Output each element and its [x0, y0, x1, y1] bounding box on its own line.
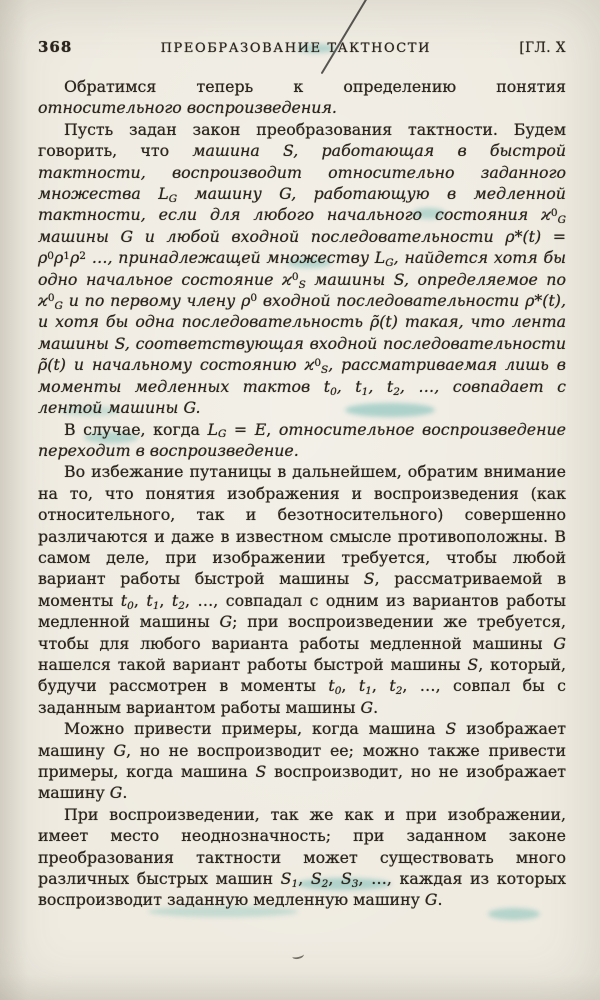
- text-run: G: [360, 697, 374, 717]
- text-run: машину G, работающую в медленной тактности, если для любого начального состояния ϰ: [38, 184, 566, 225]
- text-run: машины S, определяемое по ϰ: [38, 269, 566, 311]
- text-run: G: [553, 633, 566, 653]
- text-run: ,: [159, 590, 172, 610]
- page-number: 368: [38, 38, 73, 56]
- text-run: 0: [47, 292, 55, 305]
- text-run: 0: [314, 356, 321, 369]
- text-run: В случае, когда: [64, 419, 208, 439]
- text-run: S: [340, 869, 352, 889]
- text-run: G: [219, 612, 233, 632]
- text-run: G: [557, 214, 566, 227]
- text-run: 1: [152, 599, 160, 612]
- text-run: =: [226, 419, 255, 439]
- paragraph: [38, 119, 566, 419]
- page-content: [38, 38, 566, 911]
- text-run: 3: [351, 877, 359, 890]
- text-run: машина S, работающая в быстрой тактности, воспроизводит относительно заданного множества L: [38, 141, 566, 204]
- text-run: G: [168, 192, 178, 205]
- text-run: 2: [79, 249, 86, 262]
- text-run: t: [389, 676, 396, 696]
- text-run: , рассматриваемая лишь в моменты медленных тактов t: [38, 355, 566, 396]
- text-run: Пусть задан закон преобразования тактности. Будем говорить, что: [38, 119, 566, 161]
- text-run: , t: [336, 376, 362, 396]
- text-run: 1: [365, 685, 372, 698]
- text-run: ,: [133, 590, 147, 610]
- text-run: , t: [368, 376, 394, 396]
- chapter-reference: [ГЛ. X: [519, 40, 566, 56]
- text-run: G: [54, 300, 63, 312]
- text-run: E: [254, 419, 267, 439]
- text-run: .: [122, 783, 128, 803]
- text-run: Можно привести примеры, когда машина: [64, 719, 446, 739]
- text-run: , …, совпал бы с заданным вариантом работы машины: [38, 676, 567, 717]
- text-run: 0: [334, 685, 342, 698]
- text-run: S: [310, 869, 322, 889]
- paragraph: [38, 419, 566, 462]
- text-run: G: [109, 783, 123, 803]
- text-run: 0: [330, 385, 337, 398]
- text-run: , …, каждая из которых воспроизводит заданную медленную машину: [38, 869, 566, 910]
- running-title: ПРЕОБРАЗОВАНИЕ ТАКТНОСТИ: [160, 41, 432, 56]
- text-run: ,: [341, 676, 359, 696]
- text-run: L: [207, 419, 218, 439]
- text-run: ,: [266, 419, 279, 439]
- text-run: машины G и любой входной последовательности ρ*(t) = ρ: [38, 226, 566, 268]
- text-run: S: [445, 719, 457, 739]
- text-run: Во избежание путаницы в дальнейшем, обратим внимание на то, что понятия изображения и воспроизведения (как относительного, так и безотносительного) совершенно различаются и даже в известном смысле противоположны. В самом деле, при изображении требуется, чтобы любой вариант работы быстрой машины: [38, 462, 566, 589]
- text-run: t: [146, 590, 153, 610]
- text-run: 1: [63, 249, 70, 262]
- text-run: 0: [550, 206, 558, 219]
- text-run: , но не воспроизводит ее; можно также привести примеры, когда машина: [38, 740, 566, 781]
- text-run: G: [217, 428, 227, 441]
- text-run: ,: [371, 676, 390, 696]
- paragraph: [38, 76, 566, 119]
- text-run: , который, будучи рассмотрен в моменты: [38, 654, 567, 696]
- text-run: t: [120, 590, 128, 610]
- text-run: При воспроизведении, так же как и при изображении, имеет место неоднозначность; при заданном законе преобразования тактности может существовать много различных быстрых машин: [38, 804, 566, 889]
- text-run: 0: [291, 270, 299, 283]
- text-run: ρ: [69, 248, 80, 268]
- text-run: 2: [178, 599, 185, 612]
- paragraph: [38, 804, 566, 911]
- text-run: 2: [393, 385, 400, 398]
- text-run: …, принадлежащей множеству L: [85, 248, 386, 268]
- text-run: t: [171, 590, 179, 610]
- text-run: .: [437, 890, 443, 910]
- text-run: и по первому члену ρ: [62, 291, 251, 311]
- text-run: S: [363, 569, 375, 589]
- text-run: 1: [291, 877, 299, 890]
- text-run: воспроизводит, но не изображает машину: [38, 762, 566, 803]
- text-run: , …, совпадает с лентой машины G.: [38, 376, 566, 418]
- text-run: 0: [47, 249, 54, 262]
- text-run: , …, совпадал с одним из вариантов работы медленной машины: [38, 590, 567, 632]
- text-run: .: [373, 697, 379, 717]
- text-run: нашелся такой вариант работы быстрой машины: [38, 654, 468, 674]
- text-run: 0: [250, 292, 258, 305]
- text-run: относительное воспроизведение переходит в воспроизведение.: [38, 419, 567, 460]
- text-run: 0: [127, 599, 134, 612]
- text-run: S: [280, 869, 292, 889]
- text-run: G: [385, 257, 394, 270]
- text-run: G: [424, 890, 438, 910]
- text-run: 1: [361, 385, 369, 398]
- page-header: [38, 38, 566, 56]
- text-body: [38, 76, 566, 911]
- text-run: ,: [298, 869, 311, 889]
- text-run: ,: [328, 869, 341, 889]
- text-run: 2: [395, 685, 403, 698]
- paragraph: [38, 461, 566, 718]
- text-run: S: [298, 278, 306, 291]
- text-run: t: [328, 676, 335, 696]
- text-run: входной последовательности ρ*(t), и хотя бы одна последовательность ρ̃(t) такая, что лента машины S, соответствующая входной последовательности ρ̃(t) и начальному состоянию ϰ: [38, 291, 566, 375]
- text-run: , найдется хотя бы одно начальное состояние ϰ: [38, 248, 566, 289]
- text-run: S: [321, 364, 329, 377]
- text-run: , рассматриваемой в моменты: [38, 569, 566, 610]
- pen-mark-artifact: [291, 951, 304, 960]
- paragraph: [38, 718, 566, 804]
- text-run: Обратимся теперь к определению понятия: [64, 77, 566, 96]
- text-run: G: [113, 740, 127, 760]
- text-run: S: [467, 654, 479, 674]
- text-run: ; при воспроизведении же требуется, чтобы для любого варианта работы медленной машины: [38, 612, 566, 653]
- text-run: t: [358, 676, 366, 696]
- text-run: изображает машину: [38, 719, 566, 760]
- text-run: относительного воспроизведения.: [38, 98, 337, 118]
- text-run: S: [255, 762, 267, 781]
- text-run: 2: [321, 877, 329, 890]
- text-run: ρ: [53, 248, 64, 268]
